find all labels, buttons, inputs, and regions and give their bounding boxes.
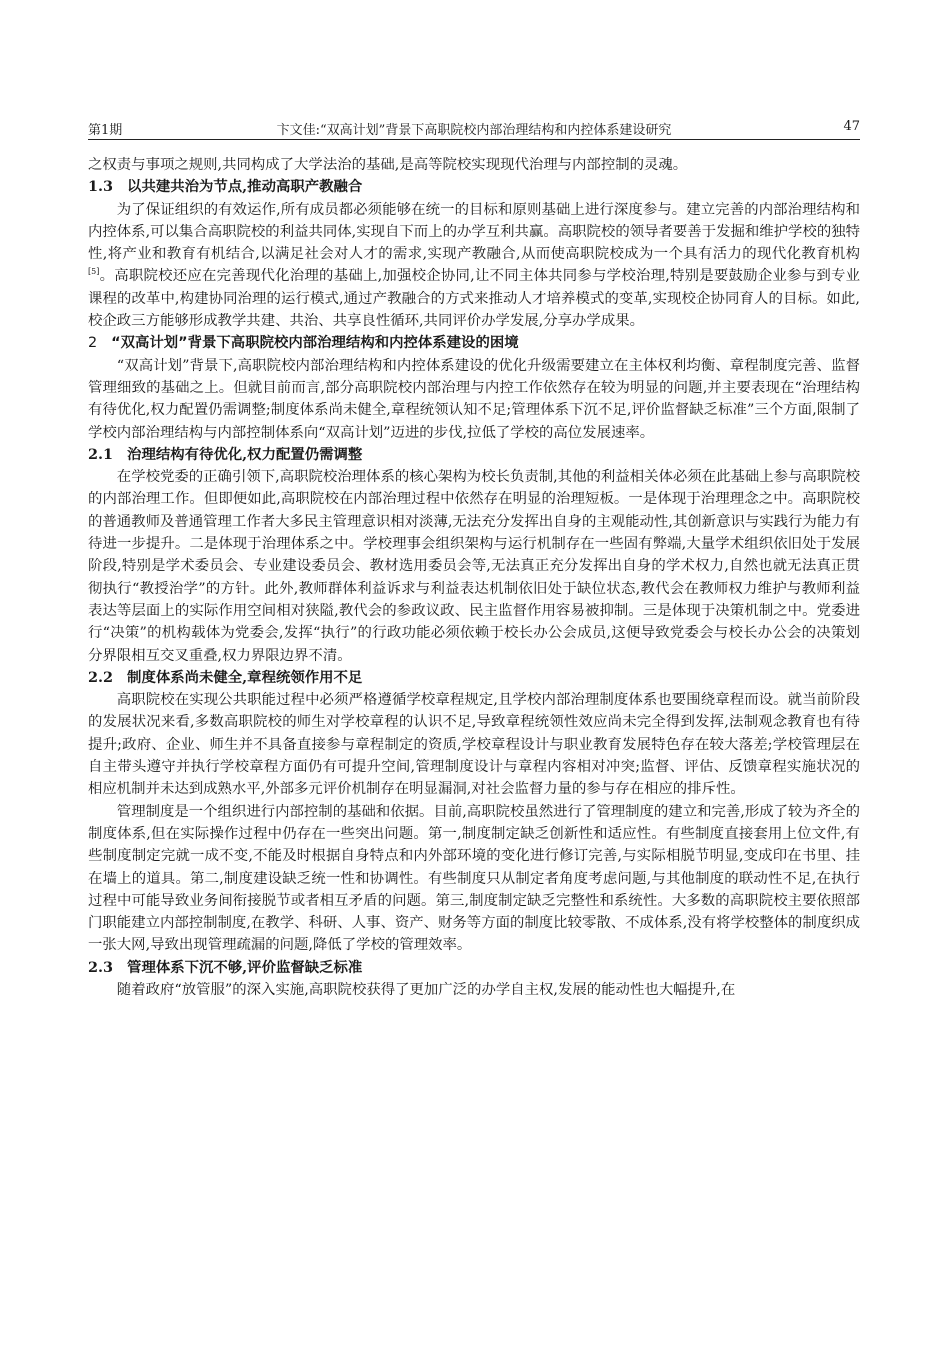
paragraph-2-3: 随着政府“放管服”的深入实施,高职院校获得了更加广泛的办学自主权,发展的能动性也大幅提升,在 bbox=[116, 981, 736, 998]
section-heading-1-3 bbox=[88, 176, 860, 198]
section-number: 1.3 bbox=[88, 178, 114, 196]
section-heading-2-3 bbox=[88, 957, 860, 979]
section-title: “双高计划”背景下高职院校内部治理结构和内控体系建设的困境 bbox=[111, 335, 519, 352]
paragraph-text: 。高职院校还应在完善现代化治理的基础上,加强校企协同,让不同主体共同参与学校治理,特别是要鼓励企业参与到专业课程的改革中,构建协同治理的运行模式,通过产教融合的方式来推动人才培养模式的变革,实现校企协同育人的目标。如此,校企政三方能够形成教学共建、共治、共享良性循环,共同评价办学发展,分享办学成果。 bbox=[88, 268, 860, 330]
section-heading-2-1 bbox=[88, 444, 860, 466]
paragraph-2: “双高计划”背景下,高职院校内部治理结构和内控体系建设的优化升级需要建立在主体权利均衡、章程制度完善、监督管理细致的基础之上。但就目前而言,部分高职院校内部治理与内控工作依然存在较为明显的问题,并主要表现在“治理结构有待优化,权力配置仍需调整;制度体系尚未健全,章程统领认知不足;管理体系下沉不足,评价监督缺乏标准”三个方面,限制了学校内部治理结构与内部控制体系向“双高计划”迈进的步伐,拉低了学校的高位发展速率。 bbox=[88, 357, 860, 441]
section-number: 2.3 bbox=[88, 958, 114, 976]
paragraph-intro: 之权责与事项之规则,共同构成了大学法治的基础,是高等院校实现现代治理与内部控制的灵魂。 bbox=[88, 157, 688, 173]
paragraph-text: 为了保证组织的有效运作,所有成员都必须能够在统一的目标和原则基础上进行深度参与。建立完善的内部治理结构和内控体系,可以集合高职院校的利益共同体,实现自下而上的办学互利共赢。高职院校的领导者要善于发掘和维护学校的独特性,将产业和教育有机结合,以满足社会对人才的需求,实现产教融合,从而使高职院校成为一个具有活力的现代化教育机构 bbox=[88, 201, 860, 263]
article-body bbox=[88, 154, 860, 1001]
citation-reference: [5] bbox=[88, 267, 100, 277]
section-number: 2 bbox=[88, 335, 98, 352]
paragraph-1-3 bbox=[88, 199, 860, 333]
section-title: 以共建共治为节点,推动高职产教融合 bbox=[127, 178, 363, 196]
running-title: 卞文佳:“双高计划”背景下高职院校内部治理结构和内控体系建设研究 bbox=[276, 123, 672, 138]
section-number: 2.1 bbox=[88, 445, 114, 463]
running-header bbox=[88, 117, 860, 140]
section-heading-2 bbox=[88, 332, 860, 354]
paragraph-2-1: 在学校党委的正确引领下,高职院校治理体系的核心架构为校长负责制,其他的利益相关体必须在此基础上参与高职院校的内部治理工作。但即便如此,高职院校在内部治理过程中依然存在明显的治理短板。一是体现于治理理念之中。高职院校的普通教师及普通管理工作者大多民主管理意识相对淡薄,无法充分发挥出自身的主观能动性,其创新意识与实践行为能力有待进一步提升。二是体现于治理体系之中。学校理事会组织架构与运行机制存在一些固有弊端,大量学术组织依旧处于发展阶段,特别是学术委员会、专业建设委员会、教材选用委员会等,无法真正充分发挥出自身的学术权力,自然也就无法真正贯彻执行“教授治学”的方针。此外,教师群体利益诉求与利益表达机制依旧处于缺位状态,教代会在教师权力维护与教师利益表达等层面上的实际作用空间相对狭隘,教代会的参政议政、民主监督作用容易被抑制。三是体现于决策机制之中。党委进行“决策”的机构载体为党委会,发挥“执行”的行政功能必须依赖于校长办公会成员,这便导致党委会与校长办公会的决策划分界限相互交叉重叠,权力界限边界不清。 bbox=[88, 469, 860, 664]
section-heading-2-2 bbox=[88, 667, 860, 689]
section-title: 制度体系尚未健全,章程统领作用不足 bbox=[127, 668, 363, 686]
section-title: 治理结构有待优化,权力配置仍需调整 bbox=[127, 445, 363, 463]
page-number: 47 bbox=[843, 119, 860, 134]
issue-number: 第1期 bbox=[88, 123, 123, 138]
section-title: 管理体系下沉不够,评价监督缺乏标准 bbox=[127, 958, 363, 976]
paragraph-2-2-b: 管理制度是一个组织进行内部控制的基础和依据。目前,高职院校虽然进行了管理制度的建立和完善,形成了较为齐全的制度体系,但在实际操作过程中仍存在一些突出问题。第一,制度制定缺乏创新性和适应性。有些制度直接套用上位文件,有些制度制定完就一成不变,不能及时根据自身特点和内外部环境的变化进行修订完善,与实际相脱节明显,变成印在书里、挂在墙上的道具。第二,制度建设缺乏统一性和协调性。有些制度只从制定者角度考虑问题,与其他制度的联动性不足,在执行过程中可能导致业务间衔接脱节或者相互矛盾的问题。第三,制度制定缺乏完整性和系统性。大多数的高职院校主要依照部门职能建立内部控制制度,在教学、科研、人事、资产、财务等方面的制度比较零散、不成体系,没有将学校整体的制度织成一张大网,导致出现管理疏漏的问题,降低了学校的管理效率。 bbox=[88, 803, 860, 954]
paragraph-2-2-a: 高职院校在实现公共职能过程中必须严格遵循学校章程规定,且学校内部治理制度体系也要围绕章程而设。就当前阶段的发展状况来看,多数高职院校的师生对学校章程的认识不足,导致章程统领性效应尚未完全得到发挥,法制观念教育也有待提升;政府、企业、师生并不具备直接参与章程制定的资质,学校章程设计与职业教育发展特色存在较大落差;学校管理层在自主带头遵守并执行学校章程方面仍有可提升空间,管理制度设计与章程内容相对冲突;监督、评估、反馈章程实施状况的相应机制并未达到成熟水平,外部多元评价机制存在明显漏洞,对社会监督力量的参与存在相应的排斥性。 bbox=[88, 692, 860, 798]
section-number: 2.2 bbox=[88, 668, 114, 686]
